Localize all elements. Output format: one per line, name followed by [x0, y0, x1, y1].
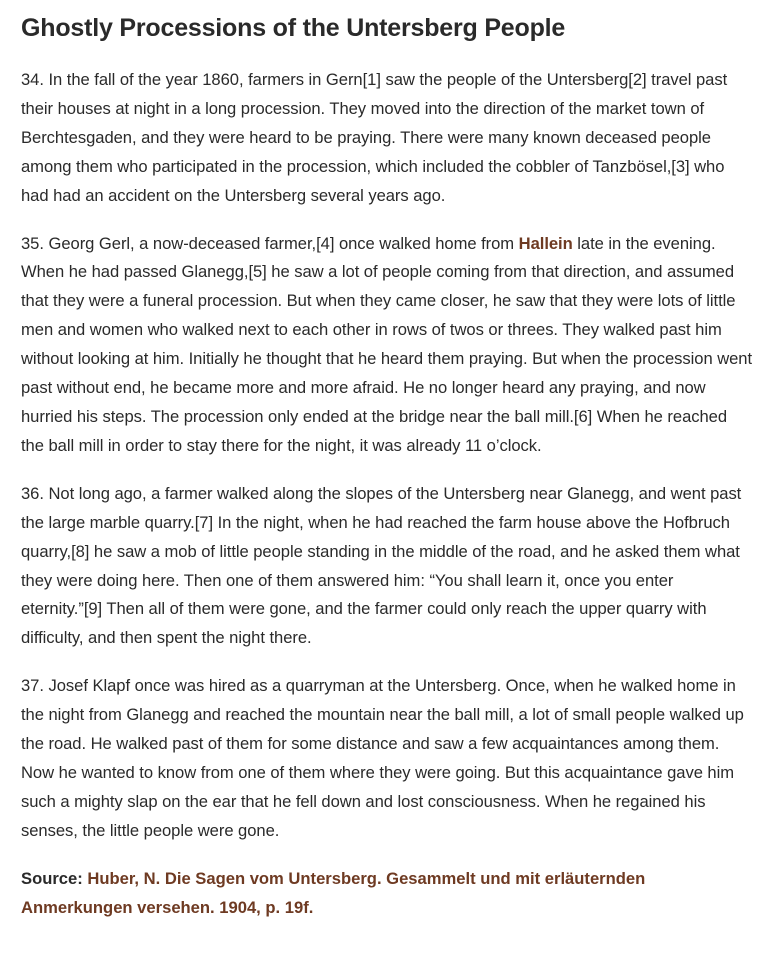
source-citation: [21, 865, 754, 923]
hallein-link[interactable]: Hallein: [518, 233, 573, 253]
paragraph-35: [21, 230, 754, 461]
paragraph-35-text-start: 35. Georg Gerl, a now-deceased farmer,[4] once walked home from: [21, 233, 519, 253]
paragraph-35-text-end: late in the evening. When he had passed Glanegg,[5] he saw a lot of people coming from that direction, and assumed that they were a funeral procession. But when they came closer, he saw that they were lots of little men and women who walked next to each other in rows of twos or threes. They walked past him without looking at him. Initially he thought that he heard them praying. But when the procession went past without end, he became more and more afraid. He no longer heard any praying, and now hurried his steps. The procession only ended at the bridge near the ball mill.[6] When he reached the ball mill in order to stay there for the night, it was already 11 o’clock.: [21, 233, 753, 455]
page-title: Ghostly Processions of the Untersberg People: [21, 14, 566, 42]
source-label: Source:: [21, 868, 83, 888]
paragraph-34: 34. In the fall of the year 1860, farmers in Gern[1] saw the people of the Untersberg[2] travel past their houses at night in a long procession. They moved into the direction of the market town of Berchtesgaden, and they were heard to be praying. There were many known deceased people among them who participated in the procession, which included the cobbler of Tanzbösel,[3] who had had an accident on the Untersberg several years ago.: [21, 70, 728, 205]
paragraph-36: 36. Not long ago, a farmer walked along the slopes of the Untersberg near Glanegg, and went past the large marble quarry.[7] In the night, when he had reached the farm house above the Hofbruch quarry,[8] he saw a mob of little people standing in the middle of the road, and he asked them what they were doing here. Then one of them answered him: “You shall learn it, once you enter eternity.”[9] Then all of them were gone, and the farmer could only reach the upper quarry with difficulty, and then spent the night there.: [21, 483, 742, 648]
source-link[interactable]: Huber, N. Die Sagen vom Untersberg. Gesammelt und mit erläuternden Anmerkungen versehen. 1904, p. 19f.: [21, 868, 646, 917]
paragraph-37: 37. Josef Klapf once was hired as a quarryman at the Untersberg. Once, when he walked home in the night from Glanegg and reached the mountain near the ball mill, a lot of small people walked up the road. He walked past of them for some distance and saw a few acquaintances among them. Now he wanted to know from one of them where they were going. But this acquaintance gave him such a mighty slap on the ear that he fell down and lost consciousness. When he regained his senses, the little people were gone.: [21, 676, 744, 840]
